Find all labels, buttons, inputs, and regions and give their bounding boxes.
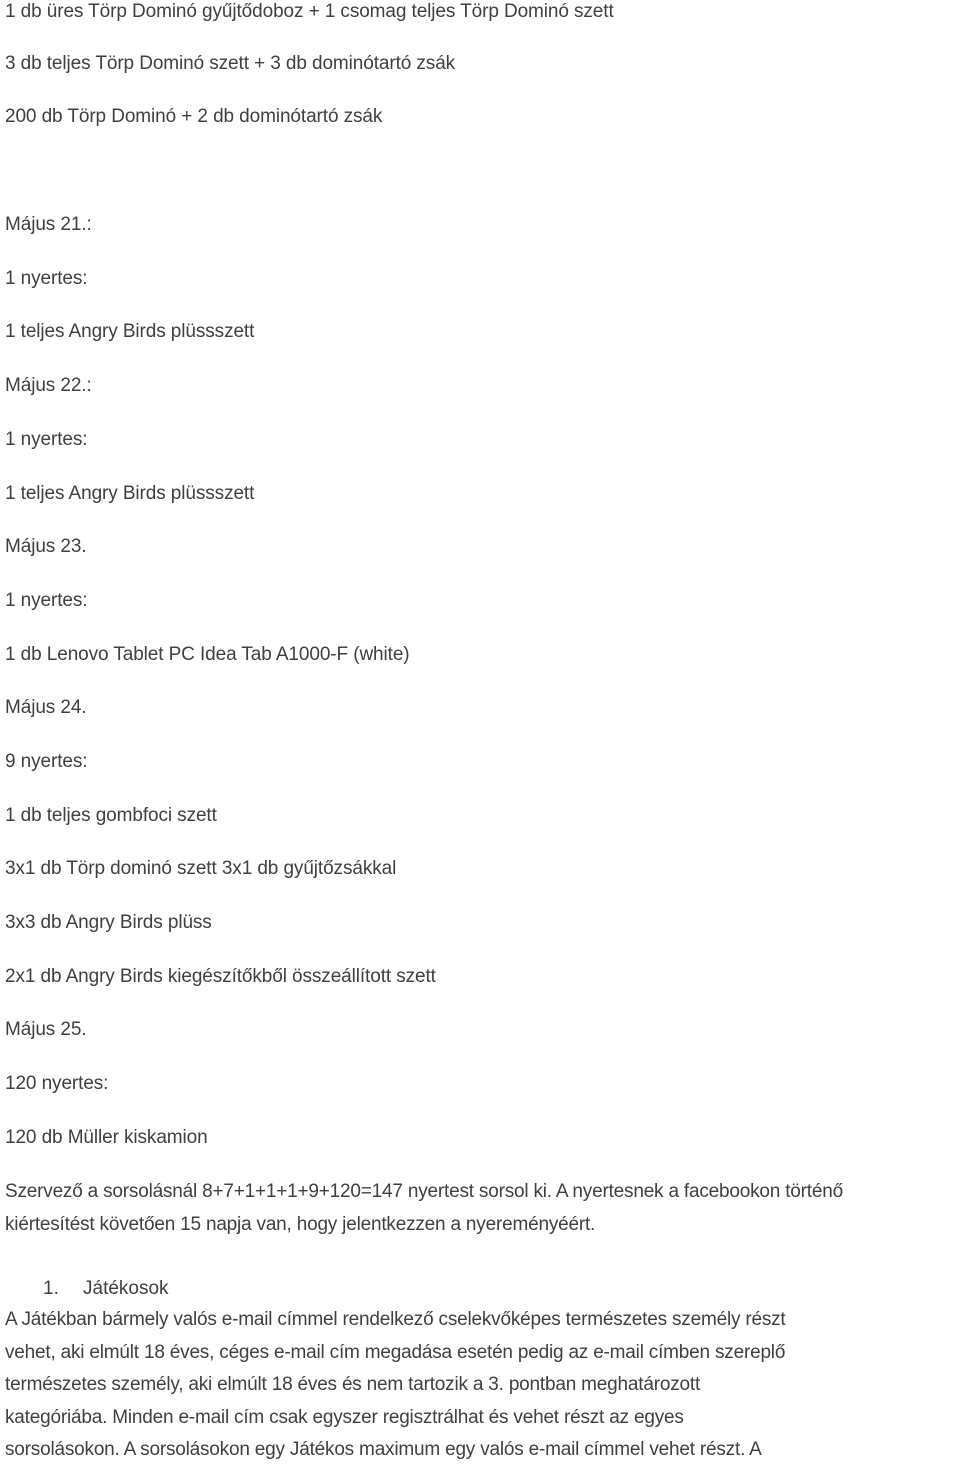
date-line: Május 21.: [5, 214, 92, 235]
summary-line: Szervező a sorsolásnál 8+7+1+1+1+9+120=147 nyertest sorsol ki. A nyertesnek a facebookon történő [5, 1181, 843, 1202]
body-line: vehet, aki elmúlt 18 éves, céges e-mail cím megadása esetén pedig az e-mail címben szereplő [5, 1341, 786, 1363]
body-line: A Játékban bármely valós e-mail címmel rendelkező cselekvőképes természetes személy részt [5, 1309, 786, 1330]
prize-line: 1 teljes Angry Birds plüssszett [5, 321, 255, 342]
winners-line: 1 nyertes: [5, 590, 88, 611]
prize-line: 1 teljes Angry Birds plüssszett [5, 483, 255, 504]
prize-line: 3x1 db Törp dominó szett 3x1 db gyűjtőzsákkal [5, 858, 397, 879]
date-line: Május 23. [5, 536, 87, 557]
summary-paragraph [5, 1176, 957, 1241]
summary-line: kiértesítést követően 15 napja van, hogy jelentkezzen a nyereményéért. [5, 1213, 596, 1235]
prize-line: 3x3 db Angry Birds plüss [5, 912, 212, 933]
body-line: sorsolásokon. A sorsolásokon egy Játékos maximum egy valós e-mail címmel vehet részt. A [5, 1439, 762, 1460]
prize-line: 120 db Müller kiskamion [5, 1127, 208, 1148]
winners-line: 9 nyertes: [5, 751, 88, 772]
text-line: 1 db üres Törp Dominó gyűjtődoboz + 1 csomag teljes Törp Dominó szett [5, 1, 614, 22]
body-line: kategóriába. Minden e-mail cím csak egyszer regisztrálhat és vehet részt az egyes [5, 1406, 684, 1428]
text-line: 3 db teljes Törp Dominó szett + 3 db dominótartó zsák [5, 53, 456, 74]
prize-line: 1 db teljes gombfoci szett [5, 805, 217, 826]
date-line: Május 22.: [5, 375, 92, 396]
winners-line: 1 nyertes: [5, 429, 88, 450]
winners-line: 1 nyertes: [5, 268, 88, 289]
winners-line: 120 nyertes: [5, 1073, 109, 1094]
date-line: Május 25. [5, 1019, 87, 1040]
prize-line: 1 db Lenovo Tablet PC Idea Tab A1000-F (white) [5, 644, 410, 665]
body-paragraph [5, 1304, 957, 1467]
section-heading [43, 1277, 169, 1301]
date-line: Május 24. [5, 697, 87, 718]
text-line: 200 db Törp Dominó + 2 db dominótartó zsák [5, 106, 383, 127]
body-line: természetes személy, aki elmúlt 18 éves és nem tartozik a 3. pontban meghatározott [5, 1374, 701, 1395]
prize-line: 2x1 db Angry Birds kiegészítőkből összeállított szett [5, 966, 436, 987]
section-title: Játékosok [83, 1278, 169, 1299]
section-number: 1. [43, 1278, 59, 1299]
